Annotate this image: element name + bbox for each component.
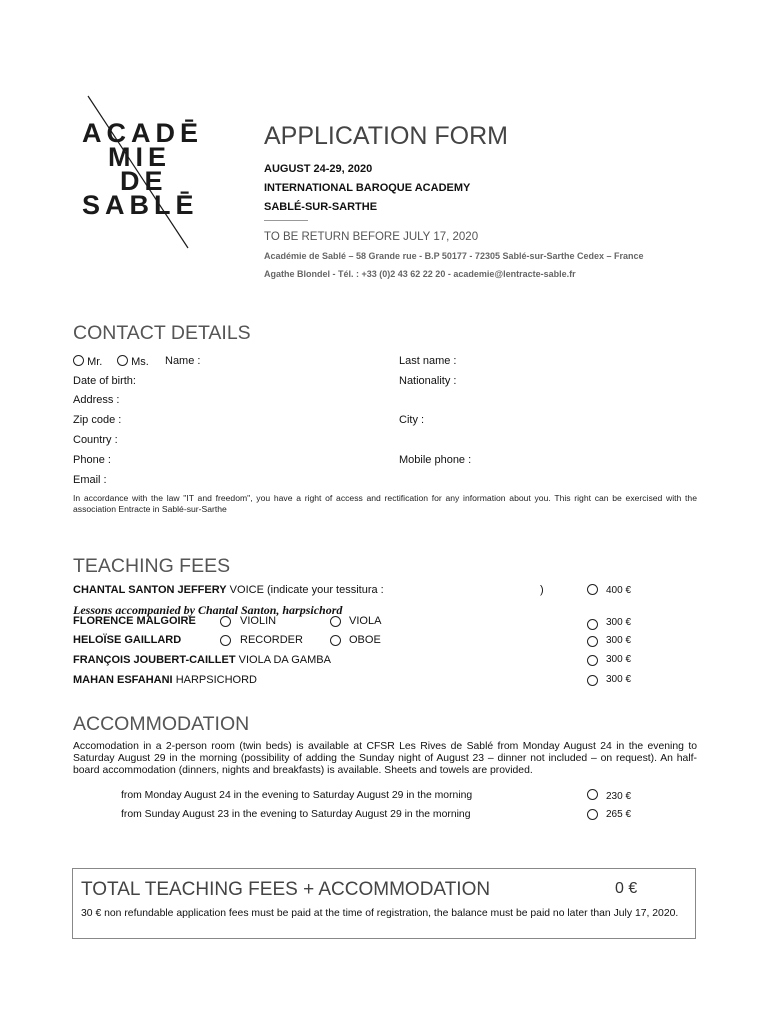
accommodation-description: Accomodation in a 2-person room (twin beds) is available at CFSR Les Rives de Sablé from Monday August 24 in the evening to Saturday August 29 in the morning (possibility of adding the Sunday night of August 23 – dinner not included – on request). An half-board accommodation (dinners, nights and breakfasts) is available. Sheets and towels are provided. bbox=[73, 741, 697, 776]
email-label: Email : bbox=[73, 474, 107, 486]
logo-line-2: MIE bbox=[108, 142, 172, 172]
accommodation-option-1-radio[interactable] bbox=[587, 789, 598, 800]
name-label: Name : bbox=[165, 355, 201, 367]
oboe-label: OBOE bbox=[349, 634, 381, 646]
country-label: Country : bbox=[73, 434, 118, 446]
ms-radio[interactable] bbox=[117, 355, 128, 366]
oboe-radio[interactable] bbox=[330, 635, 341, 646]
esfahani-price: 300 € bbox=[606, 674, 632, 685]
total-box bbox=[72, 868, 696, 939]
page-title: APPLICATION FORM bbox=[264, 122, 509, 150]
malgoire-radio[interactable] bbox=[587, 619, 598, 630]
return-deadline: TO BE RETURN BEFORE JULY 17, 2020 bbox=[264, 231, 479, 243]
accommodation-option-1-price: 230 € bbox=[606, 791, 632, 802]
city-label: City : bbox=[399, 414, 425, 426]
contact-line: Agathe Blondel - Tél. : +33 (0)2 43 62 22 20 - academie@lentracte-sable.fr bbox=[264, 269, 576, 279]
accommodation-option-2-price: 265 € bbox=[606, 809, 632, 820]
joubert-price: 300 € bbox=[606, 654, 632, 665]
esfahani-instrument: HARPSICHORD bbox=[175, 674, 257, 686]
violin-radio[interactable] bbox=[220, 616, 231, 627]
total-amount[interactable]: 0 € bbox=[615, 880, 638, 897]
voice-radio[interactable] bbox=[587, 584, 598, 595]
voice-close-paren: ) bbox=[540, 584, 544, 596]
viola-radio[interactable] bbox=[330, 616, 341, 627]
gaillard-price: 300 € bbox=[606, 635, 632, 646]
accommodation-heading: ACCOMMODATION bbox=[73, 713, 250, 735]
esfahani-radio[interactable] bbox=[587, 675, 598, 686]
joubert-radio[interactable] bbox=[587, 655, 598, 666]
logo-line-1: ACADĒ bbox=[82, 118, 204, 148]
phone-label: Phone : bbox=[73, 454, 111, 466]
ms-label: Ms. bbox=[131, 356, 149, 368]
recorder-radio[interactable] bbox=[220, 635, 231, 646]
violin-label: VIOLIN bbox=[240, 615, 277, 627]
last-name-label: Last name : bbox=[399, 355, 457, 367]
esfahani-row bbox=[73, 674, 257, 686]
recorder-label: RECORDER bbox=[240, 634, 303, 646]
academy-town: SABLÉ-SUR-SARTHE bbox=[264, 201, 378, 213]
zip-label: Zip code : bbox=[73, 414, 122, 426]
voice-teacher: CHANTAL SANTON JEFFERY bbox=[73, 584, 227, 596]
header-divider bbox=[264, 220, 308, 221]
privacy-notice: In accordance with the law "IT and freedom", you have a right of access and rectification for any information about you. This right can be exercised with the association Entracte in Sablé-sur-Sarthe bbox=[73, 493, 697, 514]
gaillard-teacher: HELOÏSE GAILLARD bbox=[73, 634, 182, 646]
joubert-teacher: FRANÇOIS JOUBERT-CAILLET bbox=[73, 654, 236, 666]
total-note: 30 € non refundable application fees must be paid at the time of registration, the balance must be paid no later than July 17, 2020. bbox=[81, 908, 679, 919]
mr-radio[interactable] bbox=[73, 355, 84, 366]
total-title: TOTAL TEACHING FEES + ACCOMMODATION bbox=[81, 879, 491, 900]
viola-label: VIOLA bbox=[349, 615, 382, 627]
mr-option[interactable] bbox=[73, 355, 102, 368]
voice-price: 400 € bbox=[606, 585, 632, 596]
joubert-row bbox=[73, 654, 331, 666]
malgoire-teacher: FLORENCE MALGOIRE bbox=[73, 615, 196, 627]
nationality-label: Nationality : bbox=[399, 375, 457, 387]
malgoire-price: 300 € bbox=[606, 617, 632, 628]
accompanied-note: Lessons accompanied by Chantal Santon, harpsichord bbox=[73, 603, 343, 617]
voice-row bbox=[73, 584, 384, 596]
academie-de-sable-logo bbox=[70, 90, 204, 255]
contact-details-heading: CONTACT DETAILS bbox=[73, 322, 251, 344]
accommodation-option-2: from Sunday August 23 in the evening to Saturday August 29 in the morning bbox=[121, 809, 471, 820]
logo-line-3: DE bbox=[120, 166, 168, 196]
academy-name: INTERNATIONAL BAROQUE ACADEMY bbox=[264, 182, 471, 194]
accommodation-option-1: from Monday August 24 in the evening to Saturday August 29 in the morning bbox=[121, 790, 473, 801]
joubert-instrument: VIOLA DA GAMBA bbox=[238, 654, 331, 666]
ms-option[interactable] bbox=[117, 355, 149, 368]
event-dates: AUGUST 24-29, 2020 bbox=[264, 163, 373, 175]
accommodation-option-2-radio[interactable] bbox=[587, 809, 598, 820]
logo-line-4: SABLĒ bbox=[82, 190, 199, 220]
postal-address: Académie de Sablé – 58 Grande rue - B.P 50177 - 72305 Sablé-sur-Sarthe Cedex – France bbox=[264, 251, 644, 261]
gaillard-radio[interactable] bbox=[587, 636, 598, 647]
teaching-fees-heading: TEACHING FEES bbox=[73, 555, 231, 577]
mobile-label: Mobile phone : bbox=[399, 454, 472, 466]
address-label: Address : bbox=[73, 394, 120, 406]
voice-label: VOICE (indicate your tessitura : bbox=[229, 584, 384, 596]
esfahani-teacher: MAHAN ESFAHANI bbox=[73, 674, 173, 686]
dob-label: Date of birth: bbox=[73, 375, 136, 387]
mr-label: Mr. bbox=[87, 356, 103, 368]
